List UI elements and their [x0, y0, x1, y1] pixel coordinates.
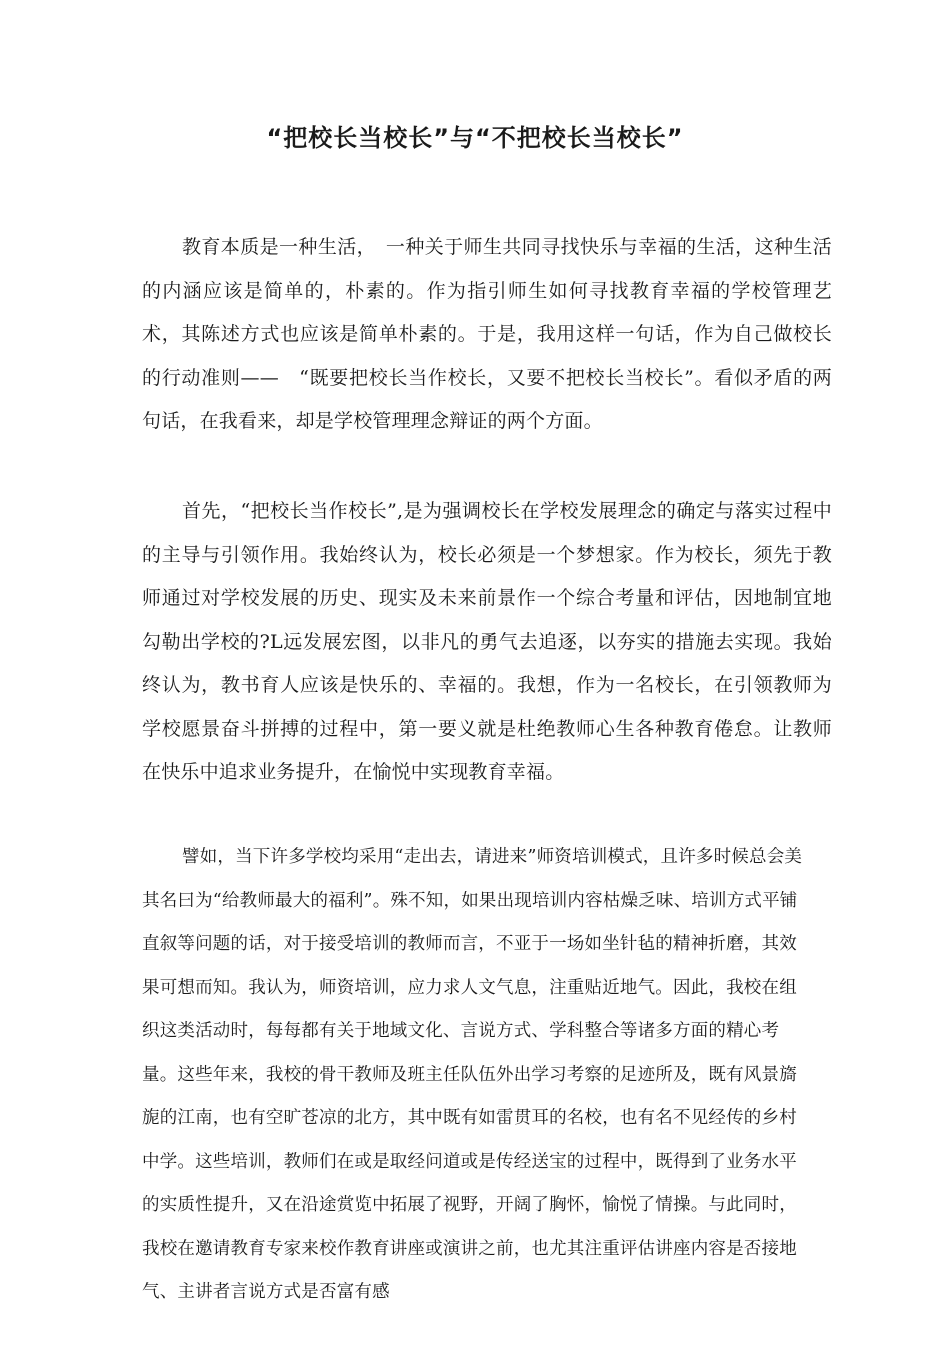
document-title: “把校长当校长”与“不把校长当校长”	[266, 124, 684, 152]
paragraph-1: 教育本质是一种生活， 一种关于师生共同寻找快乐与幸福的生活，这种生活的内涵应该是简单的，朴素的。作为指引师生如何寻找教育幸福的学校管理艺术，其陈述方式也应该是简单朴素的。于是，我用这样一句话，作为自己做校长的行动准则—— “既要把校长当作校长，又要不把校长当校长”。看似矛盾的两句话，在我看来，却是学校管理理念辩证的两个方面。	[142, 236, 832, 432]
paragraph-2: 首先，“把校长当作校长”,是为强调校长在学校发展理念的确定与落实过程中的主导与引领作用。我始终认为，校长必须是一个梦想家。作为校长，须先于教师通过对学校发展的历史、现实及未来前景作一个综合考量和评估，因地制宜地勾勒出学校的?L远发展宏图，以非凡的勇气去追逐，以夯实的措施去实现。我始终认为，教书育人应该是快乐的、幸福的。我想，作为一名校长，在引领教师为学校愿景奋斗拼搏的过程中，第一要义就是杜绝教师心生各种教育倦怠。让教师在快乐中追求业务提升，在愉悦中实现教育幸福。	[142, 500, 832, 783]
paragraph-3: 譬如，当下许多学校均采用“走出去，请进来”师资培训模式，且许多时候总会美其名曰为“给教师最大的福利”。殊不知，如果出现培训内容枯燥乏味、培训方式平铺直叙等问题的话，对于接受培训的教师而言，不亚于一场如坐针毡的精神折磨，其效果可想而知。我认为，师资培训，应力求人文气息，注重贴近地气。因此，我校在组织这类活动时，每每都有关于地域文化、言说方式、学科整合等诸多方面的精心考量。这些年来，我校的骨干教师及班主任队伍外出学习考察的足迹所及，既有风景旖旎的江南，也有空旷苍凉的北方，其中既有如雷贯耳的名校，也有名不见经传的乡村中学。这些培训，教师们在或是取经问道或是传经送宝的过程中，既得到了业务水平的实质性提升，又在沿途赏览中拓展了视野，开阔了胸怀，愉悦了情操。与此同时，我校在邀请教育专家来校作教育讲座或演讲之前，也尤其注重评估讲座内容是否接地气、主讲者言说方式是否富有感	[142, 847, 803, 1302]
